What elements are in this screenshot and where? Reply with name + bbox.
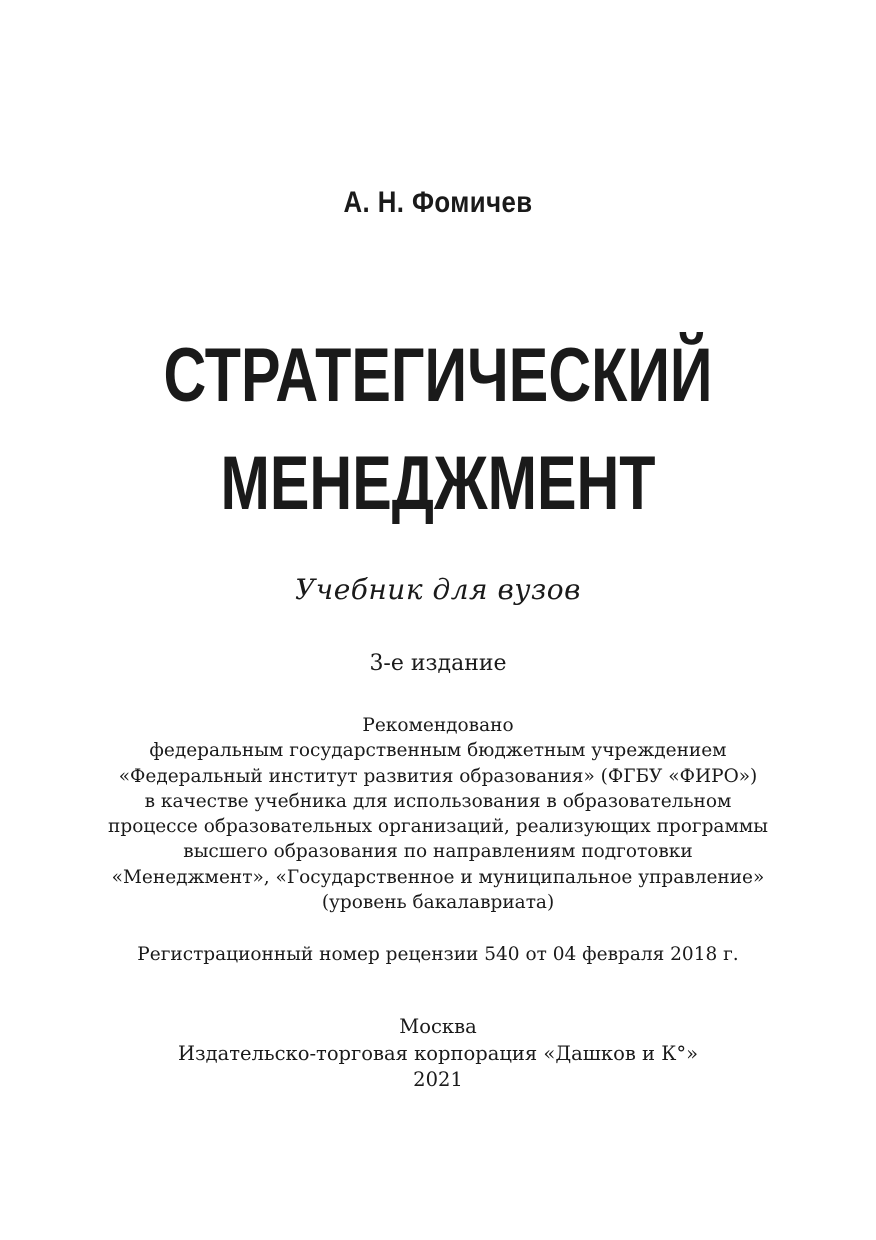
recommendation-line: «Федеральный институт развития образования» (ФГБУ «ФИРО») bbox=[118, 765, 758, 787]
imprint-publisher: Издательско-торговая корпорация «Дашков и К°» bbox=[177, 1041, 699, 1065]
recommendation-line: процессе образовательных организаций, реализующих программы bbox=[108, 816, 768, 838]
edition-label: 3-е издание bbox=[369, 651, 507, 676]
book-title-line-2: МЕНЕДЖМЕНТ bbox=[220, 441, 656, 526]
recommendation-block bbox=[0, 713, 876, 915]
imprint-block bbox=[0, 1014, 876, 1094]
recommendation-line: «Менеджмент», «Государственное и муниципальное управление» bbox=[111, 866, 765, 888]
imprint-year: 2021 bbox=[413, 1068, 463, 1091]
book-title-line-1: СТРАТЕГИЧЕСКИЙ bbox=[163, 333, 713, 418]
registration-number: Регистрационный номер рецензии 540 от 04 февраля 2018 г. bbox=[137, 944, 739, 965]
recommendation-line: в качестве учебника для использования в образовательном bbox=[144, 790, 732, 812]
recommendation-line: Рекомендовано bbox=[362, 715, 514, 736]
imprint-city: Москва bbox=[399, 1015, 477, 1038]
book-subtitle: Учебник для вузов bbox=[295, 573, 581, 606]
recommendation-line: (уровень бакалавриата) bbox=[321, 892, 555, 914]
recommendation-line: федеральным государственным бюджетным учреждением bbox=[149, 740, 727, 762]
recommendation-line: высшего образования по направлениям подготовки bbox=[183, 841, 693, 863]
author-name: А. Н. Фомичев bbox=[343, 186, 533, 219]
